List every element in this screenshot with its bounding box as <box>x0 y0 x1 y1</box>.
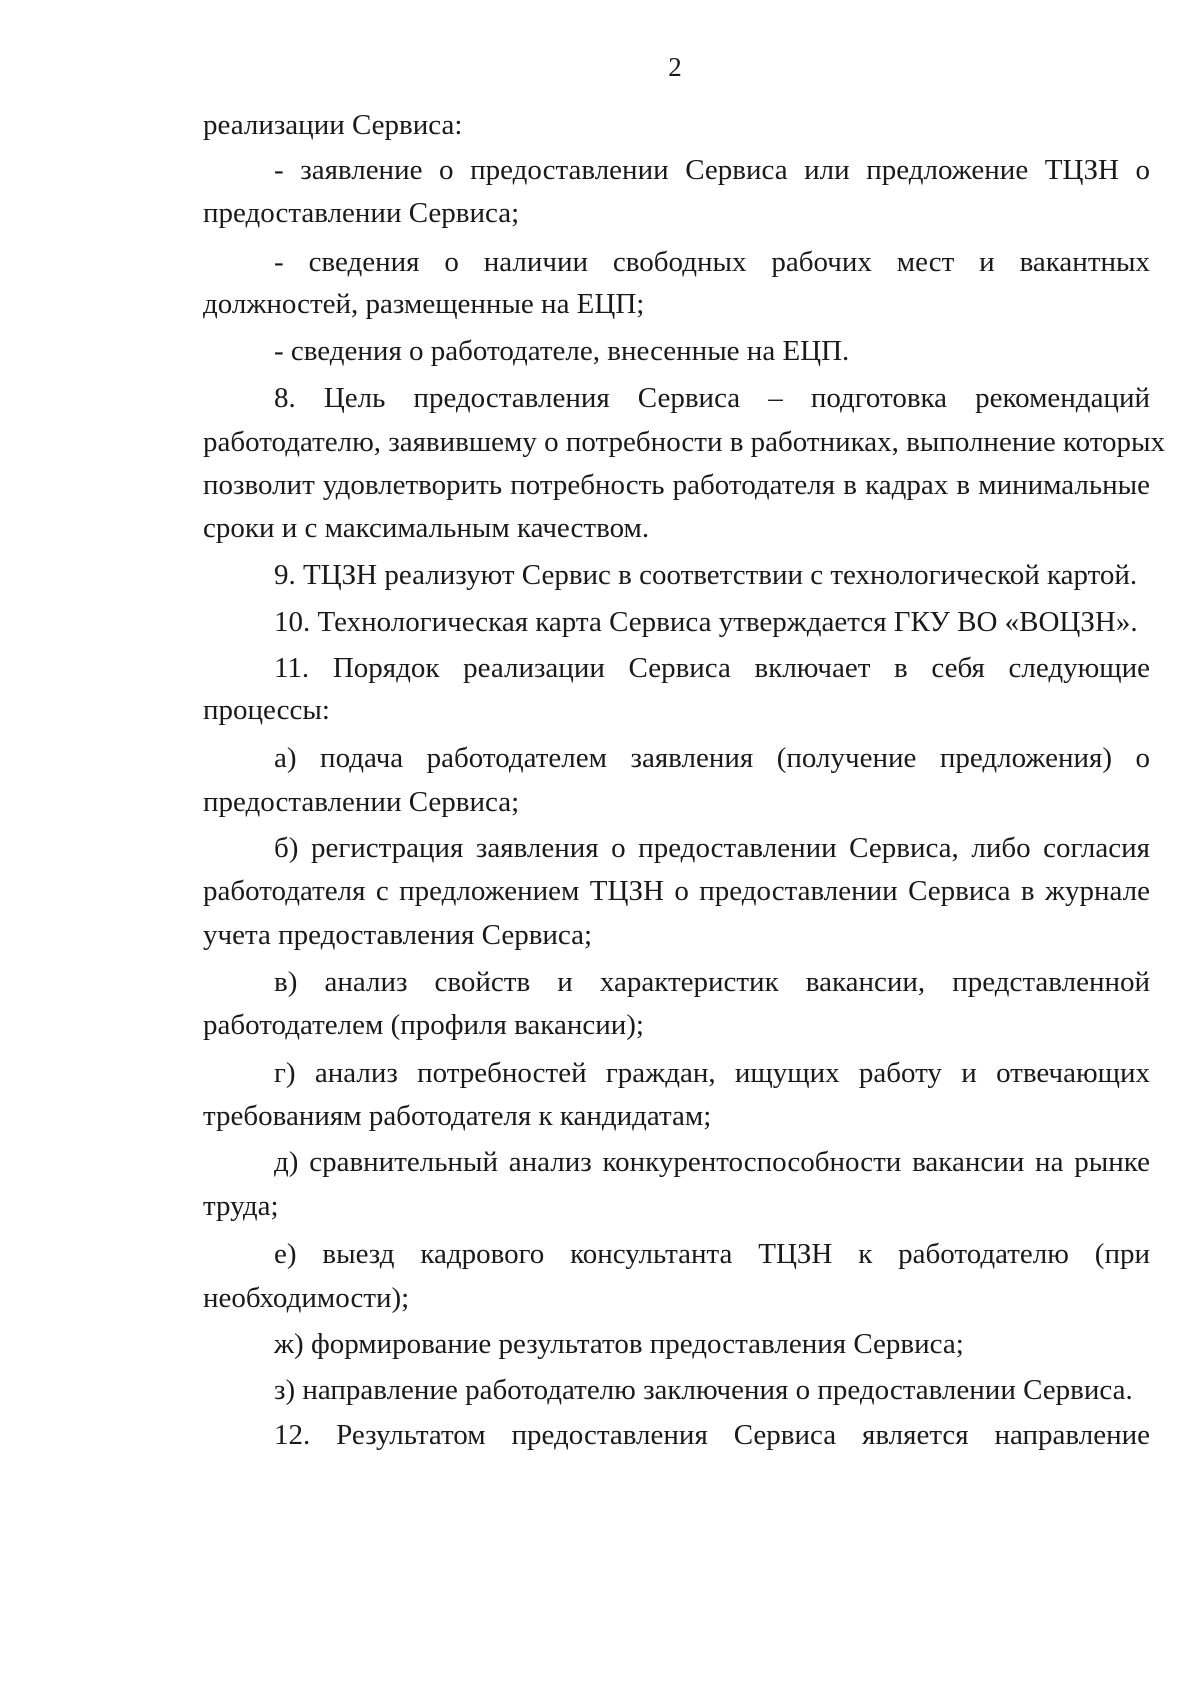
text-line: процессы: <box>203 694 330 726</box>
text-line: г) анализ потребностей граждан, ищущих работу и отвечающих <box>274 1057 1150 1089</box>
text-line: должностей, размещенные на ЕЦП; <box>203 288 645 320</box>
text-line: ж) формирование результатов предоставления Сервиса; <box>274 1328 964 1360</box>
text-line: а) подача работодателем заявления (получение предложения) о <box>274 742 1150 774</box>
text-line: 12. Результатом предоставления Сервиса является направление <box>274 1419 1150 1451</box>
text-line: д) сравнительный анализ конкурентоспособности вакансии на рынке <box>274 1146 1150 1178</box>
text-line: работодателю, заявившему о потребности в работниках, выполнение которых <box>203 426 1165 458</box>
text-line: б) регистрация заявления о предоставлении Сервиса, либо согласия <box>274 832 1150 864</box>
text-line: 11. Порядок реализации Сервиса включает в себя следующие <box>274 652 1150 684</box>
text-line: - сведения о работодателе, внесенные на ЕЦП. <box>274 335 850 367</box>
text-line: е) выезд кадрового консультанта ТЦЗН к работодателю (при <box>274 1238 1150 1270</box>
page-number: 2 <box>668 52 682 82</box>
text-line: 8. Цель предоставления Сервиса – подготовка рекомендаций <box>274 382 1150 414</box>
text-line: реализации Сервиса: <box>203 109 463 141</box>
text-line: сроки и с максимальным качеством. <box>203 512 650 544</box>
text-line: позволит удовлетворить потребность работодателя в кадрах в минимальные <box>203 469 1150 501</box>
text-line: работодателем (профиля вакансии); <box>203 1009 644 1041</box>
text-line: труда; <box>203 1190 279 1222</box>
text-line: - заявление о предоставлении Сервиса или предложение ТЦЗН о <box>274 154 1150 186</box>
text-line: - сведения о наличии свободных рабочих мест и вакантных <box>274 246 1150 278</box>
text-line: 9. ТЦЗН реализуют Сервис в соответствии с технологической картой. <box>274 559 1138 591</box>
text-line: требованиям работодателя к кандидатам; <box>203 1100 712 1132</box>
text-line: в) анализ свойств и характеристик вакансии, представленной <box>274 966 1150 998</box>
text-line: необходимости); <box>203 1282 410 1314</box>
text-line: учета предоставления Сервиса; <box>203 919 593 951</box>
text-line: з) направление работодателю заключения о предоставлении Сервиса. <box>274 1374 1133 1406</box>
text-line: работодателя с предложением ТЦЗН о предоставлении Сервиса в журнале <box>203 875 1150 907</box>
text-line: предоставлении Сервиса; <box>203 786 520 818</box>
text-line: предоставлении Сервиса; <box>203 197 520 229</box>
text-line: 10. Технологическая карта Сервиса утверждается ГКУ ВО «ВОЦЗН». <box>274 606 1138 638</box>
